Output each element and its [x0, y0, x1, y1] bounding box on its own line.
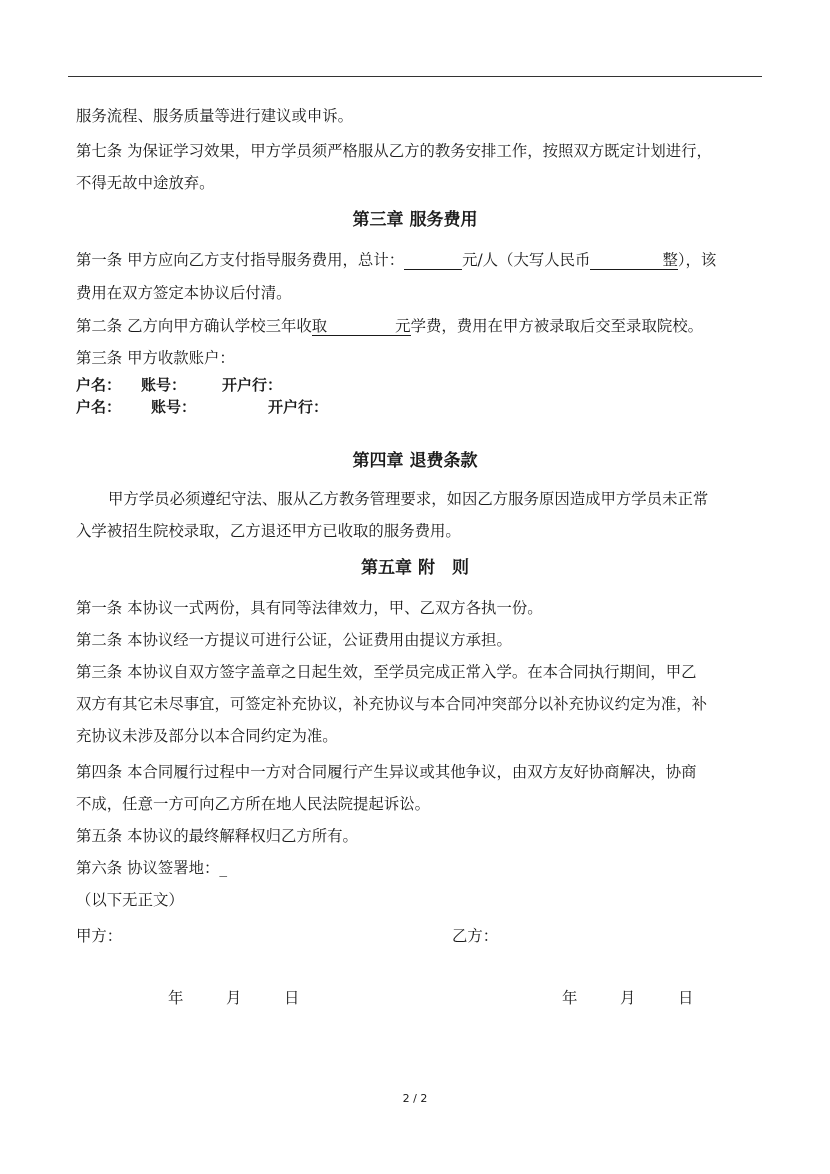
article-7-line-1: 第七条 为保证学习效果，甲方学员须严格服从乙方的教务安排工作，按照双方既定计划进行，	[76, 142, 712, 160]
chapter-5-article-5: 第五条 本协议的最终解释权归乙方所有。	[76, 827, 358, 845]
chapter-5-title: 第五章 附 则	[361, 558, 469, 578]
account-name-label: 户名：	[76, 376, 122, 394]
account-number-label: 账号：	[151, 398, 197, 416]
account-row-2	[76, 397, 328, 417]
header-rule	[68, 76, 762, 77]
chapter-5-article-3-line-3: 充协议未涉及部分以本合同约定为准。	[76, 727, 338, 745]
account-row-1	[76, 375, 282, 395]
no-further-text-note: （以下无正文）	[76, 891, 184, 909]
chapter-3-article-2	[76, 316, 703, 336]
chapter-4-line-2: 入学被招生院校录取，乙方退还甲方已收取的服务费用。	[76, 522, 461, 540]
account-bank-label: 开户行：	[268, 398, 329, 416]
article-text: （大写人民币	[498, 251, 591, 269]
party-a-date-year: 年	[168, 989, 184, 1007]
fee-unit: 元/人	[462, 251, 499, 269]
tuition-unit: 元	[395, 317, 411, 335]
article-text: ），该	[677, 251, 717, 269]
paragraph-continuation: 服务流程、服务质量等进行建议或申诉。	[76, 107, 354, 125]
page-number: 2 / 2	[402, 1092, 428, 1105]
chapter-5-article-4-line-2: 不成，任意一方可向乙方所在地人民法院提起诉讼。	[76, 795, 430, 813]
party-b-date-month: 月	[620, 989, 636, 1007]
account-name-label: 户名：	[76, 398, 122, 416]
chapter-3-article-3: 第三条 甲方收款账户：	[76, 349, 235, 367]
account-bank-label: 开户行：	[222, 376, 283, 394]
party-a-date-day: 日	[284, 989, 300, 1007]
fee-uppercase-suffix: 整	[662, 251, 678, 269]
article-text-underlined: 取	[311, 317, 328, 335]
chapter-3-article-1-line-1	[76, 250, 716, 270]
account-number-label: 账号：	[141, 376, 187, 394]
article-7-line-2: 不得无故中途放弃。	[76, 174, 215, 192]
chapter-5-article-3-line-1: 第三条 本协议自双方签字盖章之日起生效，至学员完成正常入学。在本合同执行期间，甲乙	[76, 663, 697, 681]
chapter-4-line-1: 甲方学员必须遵纪守法、服从乙方教务管理要求，如因乙方服务原因造成甲方学员未正常	[108, 490, 709, 508]
article-text: 第二条 乙方向甲方确认学校三年收	[76, 317, 312, 335]
fee-amount-blank	[404, 251, 462, 270]
chapter-4-title: 第四章 退费条款	[352, 451, 478, 471]
watermark: ​	[215, 389, 285, 510]
chapter-5-article-4-line-1: 第四条 本合同履行过程中一方对合同履行产生异议或其他争议，由双方友好协商解决，协商	[76, 763, 697, 781]
chapter-5-article-2: 第二条 本协议经一方提议可进行公证，公证费用由提议方承担。	[76, 631, 512, 649]
party-a-label: 甲方：	[76, 927, 123, 945]
chapter-5-article-1: 第一条 本协议一式两份，具有同等法律效力，甲、乙双方各执一份。	[76, 599, 543, 617]
tuition-amount-blank	[327, 317, 395, 336]
chapter-3-title: 第三章 服务费用	[352, 210, 478, 230]
party-b-label: 乙方：	[452, 927, 499, 945]
chapter-5-article-6: 第六条 协议签署地：_	[76, 859, 228, 877]
party-b-date-year: 年	[562, 989, 578, 1007]
chapter-3-article-1-line-2: 费用在双方签定本协议后付清。	[76, 284, 292, 302]
party-a-date-month: 月	[226, 989, 242, 1007]
chapter-5-article-3-line-2: 双方有其它未尽事宜，可签定补充协议，补充协议与本合同冲突部分以补充协议约定为准，补	[76, 695, 708, 713]
article-text: 第一条 甲方应向乙方支付指导服务费用，总计：	[76, 251, 405, 269]
fee-uppercase-blank	[590, 251, 662, 270]
party-b-date-day: 日	[678, 989, 694, 1007]
article-text: 学费，费用在甲方被录取后交至录取院校。	[410, 317, 704, 335]
